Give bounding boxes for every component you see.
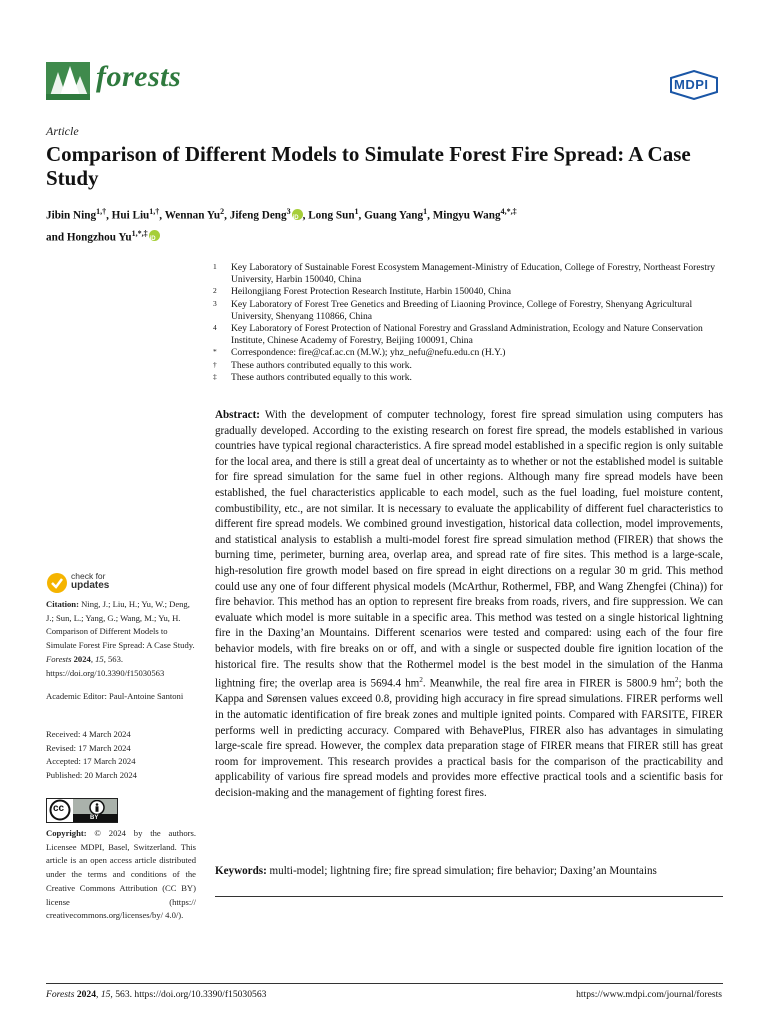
affiliation-item <box>213 323 723 347</box>
affiliation-mark: 1 <box>213 262 217 271</box>
cc-label: cc <box>53 803 65 814</box>
author-separator: , <box>159 209 165 222</box>
mdpi-logo-text: MDPI <box>674 77 709 92</box>
keywords-label: Keywords: <box>215 865 267 877</box>
citation-journal: Forests <box>46 653 72 664</box>
author-name: Hongzhou Yu <box>66 231 132 244</box>
copyright <box>46 827 196 923</box>
date-item: Received: 4 March 2024 <box>46 729 131 739</box>
journal-name: forests <box>96 60 182 93</box>
check-updates-line2: updates <box>71 580 110 591</box>
author-sup: 1,*,‡ <box>131 228 148 238</box>
orcid-icon[interactable] <box>149 230 160 241</box>
publication-dates <box>46 728 196 783</box>
citation-volume: , 15 <box>90 653 104 664</box>
affiliation-text: Key Laboratory of Forest Tree Genetics and Breeding of Liaoning Province, College of Forestry, Shenyang Agricultural University, Shenyang 110866, China <box>231 298 693 322</box>
date-item: Revised: 17 March 2024 <box>46 742 131 753</box>
academic-editor: Academic Editor: Paul-Antoine Santoni <box>46 691 184 701</box>
affiliation-item <box>213 347 723 359</box>
orcid-icon[interactable] <box>292 209 303 220</box>
affiliation-item <box>213 286 723 298</box>
cc-by-license-badge[interactable] <box>46 798 118 823</box>
journal-logo <box>46 60 196 102</box>
author-sup: 1,† <box>96 207 107 216</box>
affiliation-text: These authors contributed equally to this work. <box>231 371 412 383</box>
check-updates-badge[interactable] <box>46 571 156 595</box>
copyright-label: Copyright: <box>46 828 87 838</box>
citation-year: 2024 <box>71 653 91 664</box>
affiliation-mark: † <box>213 359 217 369</box>
footer-year: 2024 <box>74 989 97 1000</box>
author-sup: 4,*,‡ <box>500 207 517 216</box>
footer-sep: , <box>96 989 101 1000</box>
author-name: Hui Liu <box>111 209 150 222</box>
author-list <box>46 203 746 246</box>
footer-doi[interactable]: , 563. https://doi.org/10.3390/f15030563 <box>110 989 267 1000</box>
author-sup: 1 <box>423 207 428 216</box>
author-separator: , <box>106 209 112 222</box>
keywords <box>215 864 723 880</box>
abstract-label: Abstract: <box>215 409 260 421</box>
affiliation-text: Heilongjiang Forest Protection Research Institute, Harbin 150040, China <box>231 286 512 298</box>
footer-divider <box>46 983 723 984</box>
abstract-sup-2: 2 <box>675 676 679 685</box>
affiliation-mark: * <box>213 347 217 357</box>
author-name: Guang Yang <box>364 209 424 222</box>
by-label: BY <box>90 815 99 821</box>
article-title: Comparison of Different Models to Simulate Forest Fire Spread: A Case Study <box>46 142 691 190</box>
keywords-text: multi-model; lightning fire; fire spread simulation; fire behavior; Daxing’an Mountains <box>266 865 657 877</box>
author-name: Mingyu Wang <box>432 209 501 222</box>
affiliation-item <box>213 360 723 372</box>
author-sup: 3 <box>286 207 291 216</box>
affiliation-item <box>213 372 723 384</box>
mdpi-logo <box>668 70 720 100</box>
abstract-sup-1: 2 <box>419 676 423 685</box>
author-sup: 2 <box>220 207 225 216</box>
author-sup: 1 <box>354 207 359 216</box>
author-prefix: and <box>46 231 67 244</box>
affiliation-mark: ‡ <box>213 371 217 381</box>
citation <box>46 598 196 680</box>
article-type: Article <box>46 124 79 138</box>
abstract-text-1: With the development of computer technology, forest fire spread simulation using computers has gradually developed. According to the existing research on forest fire spread, the models established in various countries have typical regional characteristics. A fire spread model established in a specific region is only suitable for the local area, and there is still a great deal of uncertainty as to whether or not the established model is suitable for fire spread simulation for the same fuel in other regions. Although many fire spread models have been established, the fuel characteristics applicable to each model, such as the fuel loading, fuel moisture content, combustibility, etc., are not similar. It is necessary to evaluate the applicability of different fuel characteristics to different fire spread models. We combined ground investigation, historical data collection, model improvements, and statistical analysis to establish a multi-model forest fire spread simulation method (FIRER) that shows the burning time, perimeter, burning area, overlap area, and spread rate of fire sites. This method is a large-scale, high-resolution fire growth model based on fire spread in eight directions on a regular 30 m grid. This method could use any one of four different physical models (McArthur, Rothermel, FBP, and Wang Zhengfei (China)) for fire behavior. This method has an option to represent fire breaks from roads, rivers, and fire suppression. We can evaluate which model is more suitable in a specific area. This method was tested on a single historical lightning fire in the Daxing’an Mountains. Different scenarios were tested and compared: using each of the four fire behavior models, with fire breaks on or off, and with a single or suspected double fire ignition location of the historical fire. The results show that the Rothermel model is the best model in the simulation of the Hanma lightning fire; the overlap area is 5694.4 hm <box>215 409 723 690</box>
affiliation-item <box>213 262 723 286</box>
abstract <box>215 408 723 802</box>
footer-journal: Forests <box>46 989 75 1000</box>
attribution-person-icon <box>87 800 107 815</box>
author-sup: 1,† <box>149 207 160 216</box>
author-name: Jifeng Deng <box>229 209 287 222</box>
date-item: Published: 20 March 2024 <box>46 770 137 781</box>
affiliation-mark: 3 <box>213 298 217 308</box>
author-name: Long Sun <box>308 209 355 222</box>
abstract-text-2: . Meanwhile, the real fire area in FIRER is 5800.9 hm <box>422 677 676 690</box>
affiliations <box>213 262 723 384</box>
author-name: Jibin Ning <box>46 209 97 222</box>
abstract-text-3: ; both the Kappa and Sørensen values exceed 0.8, providing high accuracy in fire spread simulations. FIRER performs well in the automatic identification of fire break zones and multiple ignited points. Compared with FARSITE, FIRER performs well in predicting accuracy. Compared with BehavePlus, FIRER also has advantages in simulating large-scale fire spread. However, the complex data preparation stage of FIRER means that FIRER still has great room for improvement. This research provides a practical basis for the comparison of the practicability and applicability of various fire spread models and provides more effective practical tools and a scientific basis for decision-making and the management of fighting forest fires. <box>215 677 724 799</box>
check-updates-icon <box>46 572 68 594</box>
check-updates-line1: check for <box>71 571 106 581</box>
keywords-divider <box>215 896 723 897</box>
footer-journal-url[interactable]: https://www.mdpi.com/journal/forests <box>576 989 722 1000</box>
author-separator: , <box>358 209 365 222</box>
affiliation-mark: 2 <box>213 286 217 296</box>
date-item: Accepted: 17 March 2024 <box>46 756 136 767</box>
affiliation-text: Correspondence: fire@caf.ac.cn (M.W.); yhz_nefu@nefu.edu.cn (H.Y.) <box>231 347 506 359</box>
citation-label: Citation: <box>46 599 79 609</box>
copyright-text: © 2024 by the authors. Licensee MDPI, Basel, Switzerland. This article is an open access article distributed under the terms and conditions of the Creative Commons Attribution (CC BY) license (https:// creativecommons.org/licenses/by/ 4.0/). <box>46 828 196 921</box>
author-separator: , <box>224 209 230 222</box>
affiliation-text: Key Laboratory of Forest Protection of National Forestry and Grassland Administration, Ecology and Nature Conservation Institute, Chinese Academy of Forestry, Beijing 100091, China <box>231 323 703 347</box>
citation-doi[interactable]: , 563. https://doi.org/10.3390/f15030563 <box>46 653 165 678</box>
forest-trees-icon <box>46 62 90 100</box>
author-line-2 <box>46 225 746 247</box>
author-separator: , <box>302 209 309 222</box>
affiliation-text: These authors contributed equally to this work. <box>231 359 412 371</box>
author-separator: , <box>427 209 433 222</box>
author-name: Wennan Yu <box>164 209 221 222</box>
footer-volume: 15 <box>100 989 111 1000</box>
footer-citation <box>46 989 266 1000</box>
affiliation-text: Key Laboratory of Sustainable Forest Ecosystem Management-Ministry of Education, College of Forestry, Northeast Forestry University, Harbin 150040, China <box>231 262 716 286</box>
citation-text: Ning, J.; Liu, H.; Yu, W.; Deng, J.; Sun, L.; Yang, G.; Wang, M.; Yu, H. Comparison of Different Models to Simulate Forest Fire Spread: A Case Study. <box>46 599 195 651</box>
author-line-1 <box>46 203 746 225</box>
affiliation-item <box>213 299 723 323</box>
affiliation-mark: 4 <box>213 323 217 333</box>
